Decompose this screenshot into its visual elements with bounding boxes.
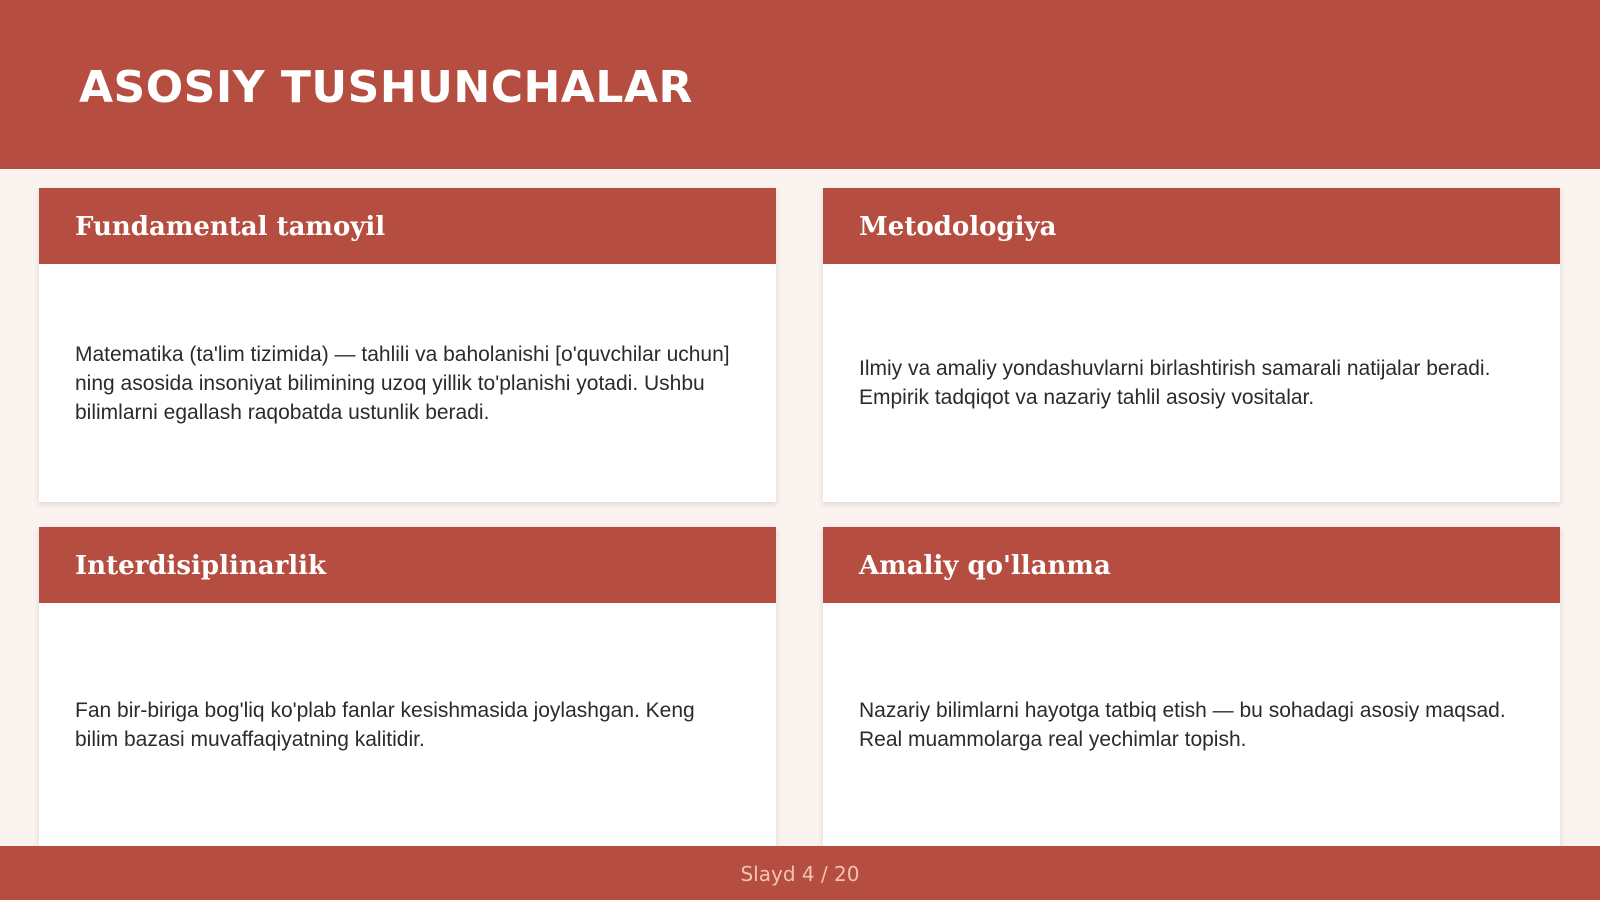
card-title: Metodologiya xyxy=(859,212,1057,242)
card-text: Fan bir-biriga bog'liq ko'plab fanlar kesishmasida joylashgan. Keng bilim bazasi muvaffaqiyatning kalitidir. xyxy=(75,698,695,751)
slide-header xyxy=(0,0,1600,169)
card-header xyxy=(39,527,776,603)
slide-counter: Slayd 4 / 20 xyxy=(740,862,860,886)
card-text: Matematika (ta'lim tizimida) — tahlili va baholanishi [o'quvchilar uchun] ning asosida insoniyat bilimining uzoq yillik to'planishi yotadi. Ushbu bilimlarni egallash raqobatda ustunlik beradi. xyxy=(75,342,730,424)
card-interdisciplinarity xyxy=(39,527,776,846)
card-header xyxy=(39,188,776,264)
card-text: Ilmiy va amaliy yondashuvlarni birlashtirish samarali natijalar beradi. Empirik tadqiqot va nazariy tahlil asosiy vositalar. xyxy=(859,357,1491,409)
card-text: Nazariy bilimlarni hayotga tatbiq etish — bu sohadagi asosiy maqsad. Real muammolarga real yechimlar topish. xyxy=(859,698,1506,751)
card-title: Amaliy qo'llanma xyxy=(859,551,1111,581)
card-body xyxy=(39,603,776,846)
card-title: Fundamental tamoyil xyxy=(75,212,386,242)
card-header xyxy=(823,527,1560,603)
card-body xyxy=(823,264,1560,502)
card-body xyxy=(39,264,776,502)
page-title: ASOSIY TUSHUNCHALAR xyxy=(79,62,693,113)
card-title: Interdisiplinarlik xyxy=(75,551,327,581)
slide-footer xyxy=(0,846,1600,900)
card-body xyxy=(823,603,1560,846)
card-practical-application xyxy=(823,527,1560,846)
card-header xyxy=(823,188,1560,264)
card-fundamental-principle xyxy=(39,188,776,502)
card-methodology xyxy=(823,188,1560,502)
